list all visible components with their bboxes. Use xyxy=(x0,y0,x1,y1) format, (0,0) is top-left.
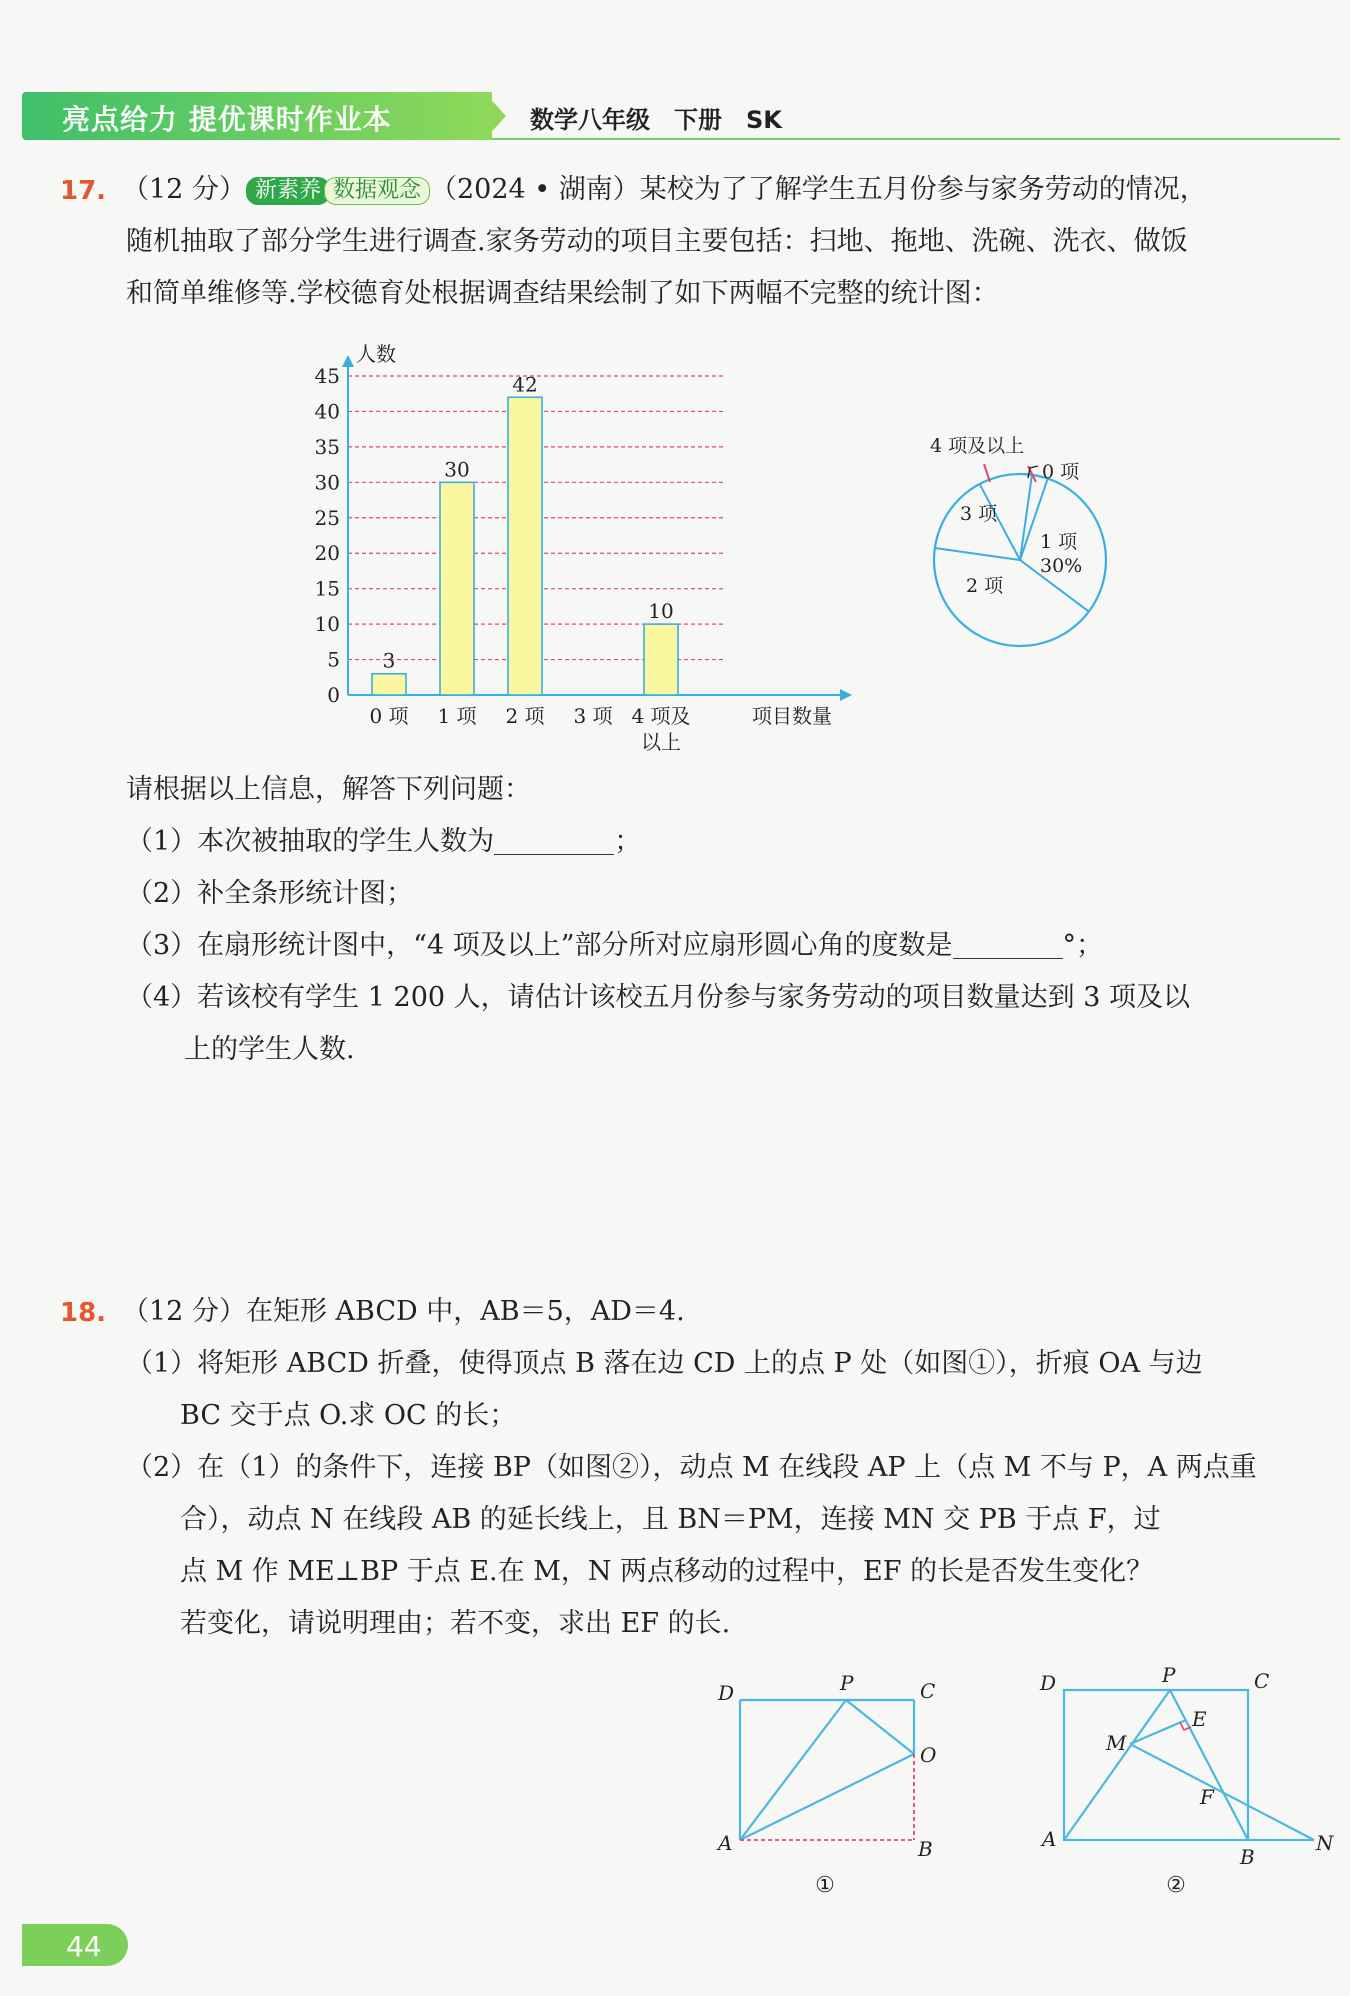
y-axis-arrow xyxy=(342,355,354,367)
fig2-line-me xyxy=(1130,1720,1186,1744)
bar-data-label: 30 xyxy=(444,457,470,482)
x-axis-arrow xyxy=(840,689,852,701)
q17-sub4b: 上的学生人数. xyxy=(184,1034,355,1065)
x-tick-label: 0 项 xyxy=(369,704,409,728)
q18-p1a: （1）将矩形 ABCD 折叠，使得顶点 B 落在边 CD 上的点 P 处（如图①），折痕 OA 与边 xyxy=(126,1348,1203,1379)
q17-sub2: （2）补全条形统计图； xyxy=(126,878,414,909)
bar xyxy=(440,482,474,695)
q17-sub3-end: °； xyxy=(1062,930,1104,961)
fig2-label-n: N xyxy=(1316,1831,1334,1855)
fig2-label-f: F xyxy=(1200,1785,1214,1809)
q18-p1b: BC 交于点 O.求 OC 的长； xyxy=(180,1400,517,1431)
answer-blank-1[interactable] xyxy=(494,830,614,855)
book-subtitle: 数学八年级 下册 SK xyxy=(530,106,782,134)
page-number: 44 xyxy=(66,1930,102,1963)
page-header xyxy=(22,92,1340,140)
pie-label-0: 0 项 xyxy=(1042,461,1080,483)
q18-p2b: 合），动点 N 在线段 AB 的延长线上，且 BN＝PM，连接 MN 交 PB 于点 F，过 xyxy=(180,1504,1161,1535)
bar-data-label: 10 xyxy=(648,599,674,624)
leader-mark-4 xyxy=(984,464,990,482)
q18-p2d: 若变化，请说明理由；若不变，求出 EF 的长. xyxy=(180,1608,731,1639)
q17-line3: 和简单维修等.学校德育处根据调查结果绘制了如下两幅不完整的统计图： xyxy=(126,278,999,309)
pie-chart xyxy=(900,420,1130,660)
pie-slice-boundary xyxy=(935,548,1020,560)
x-axis-title: 项目数量 xyxy=(752,704,832,728)
q17-text1: （2024 • 湖南）某校为了了解学生五月份参与家务劳动的情况， xyxy=(429,174,1207,205)
fig2-caption: ② xyxy=(1166,1873,1186,1898)
fig2-line-pb xyxy=(1170,1690,1248,1840)
q18-line1: （12 分）在矩形 ABCD 中，AB＝5，AD＝4. xyxy=(122,1296,685,1327)
bar-chart xyxy=(300,320,860,770)
y-tick-label: 5 xyxy=(327,647,340,672)
y-tick-label: 30 xyxy=(314,470,340,495)
page-number-tab xyxy=(22,1924,128,1966)
y-tick-label: 40 xyxy=(314,399,340,424)
series-title: 亮点给力 提优课时作业本 xyxy=(62,103,392,136)
x-tick-label: 2 项 xyxy=(505,704,545,728)
q17-line1 xyxy=(122,176,1207,205)
pie-label-1: 1 项 xyxy=(1040,531,1078,553)
fig1-label-c: C xyxy=(920,1679,936,1703)
y-tick-label: 15 xyxy=(314,576,340,601)
fig1-label-d: D xyxy=(718,1681,735,1705)
fig2-label-e: E xyxy=(1192,1707,1207,1731)
q18-p2a: （2）在（1）的条件下，连接 BP（如图②），动点 M 在线段 AP 上（点 M 不与 P，A 两点重 xyxy=(126,1452,1257,1483)
fig2-line-ap xyxy=(1064,1690,1170,1840)
question-18-number: 18. xyxy=(60,1298,107,1328)
x-tick-label: 4 项及 xyxy=(631,704,691,728)
fig1-line-ao xyxy=(740,1754,914,1840)
data-concept-badge: 数据观念 xyxy=(324,177,430,205)
answer-blank-3[interactable] xyxy=(953,934,1063,959)
y-tick-label: 0 xyxy=(327,683,340,707)
header-rule xyxy=(492,138,1340,140)
q17-intro: 请根据以上信息，解答下列问题： xyxy=(126,774,531,805)
bar-data-label: 42 xyxy=(512,372,538,397)
x-tick-label: 以上 xyxy=(641,730,681,754)
q17-sub3 xyxy=(126,932,1103,959)
pie-label-3: 3 项 xyxy=(960,503,998,525)
figure-2 xyxy=(1030,1660,1350,1900)
fig2-label-a: A xyxy=(1042,1827,1057,1851)
figure-1 xyxy=(700,1660,960,1900)
fig2-label-m: M xyxy=(1106,1731,1127,1755)
fig1-label-b: B xyxy=(918,1837,933,1861)
fig1-label-o: O xyxy=(920,1743,937,1767)
q17-sub3-text: （3）在扇形统计图中，“4 项及以上”部分所对应扇形圆心角的度数是 xyxy=(126,930,953,961)
y-tick-label: 20 xyxy=(314,541,340,566)
bar xyxy=(644,624,678,695)
y-axis-title: 人数 xyxy=(356,342,396,366)
question-17-number: 17. xyxy=(60,176,107,206)
new-literacy-badge: 新素养 xyxy=(246,177,330,205)
pie-label-2: 2 项 xyxy=(966,575,1004,597)
bar xyxy=(372,674,406,695)
q17-line2: 随机抽取了部分学生进行调查.家务劳动的项目主要包括：扫地、拖地、洗碗、洗衣、做饭 xyxy=(126,226,1188,257)
q18-p2c: 点 M 作 ME⊥BP 于点 E.在 M，N 两点移动的过程中，EF 的长是否发生变化？ xyxy=(180,1556,1154,1587)
y-tick-label: 25 xyxy=(314,505,340,530)
q17-sub1 xyxy=(126,828,641,855)
fig1-label-a: A xyxy=(718,1831,733,1855)
fig1-line-ap xyxy=(740,1700,846,1840)
q17-score: （12 分） xyxy=(122,174,246,205)
fig2-rectangle xyxy=(1064,1690,1248,1840)
fig2-label-d: D xyxy=(1040,1671,1057,1695)
x-tick-label: 3 项 xyxy=(573,704,613,728)
y-tick-label: 10 xyxy=(314,612,340,637)
header-arrow xyxy=(484,92,506,140)
bar-data-label: 3 xyxy=(382,648,396,673)
q17-sub1-text: （1）本次被抽取的学生人数为 xyxy=(126,826,495,857)
pie-slice-boundary xyxy=(1020,475,1032,560)
y-tick-label: 45 xyxy=(314,364,340,388)
fig2-line-mn xyxy=(1130,1744,1314,1840)
pie-label-4plus: 4 项及以上 xyxy=(930,435,1025,457)
fig1-line-po xyxy=(846,1700,914,1754)
bar xyxy=(508,397,542,695)
fig2-label-c: C xyxy=(1254,1669,1270,1693)
pie-label-1-pct: 30% xyxy=(1040,555,1083,577)
q17-sub1-end: ； xyxy=(614,826,642,857)
q17-sub4a: （4）若该校有学生 1 200 人，请估计该校五月份参与家务劳动的项目数量达到 3 项及以 xyxy=(126,982,1190,1013)
fig2-label-b: B xyxy=(1240,1845,1255,1869)
fig1-label-p: P xyxy=(840,1671,854,1695)
fig2-label-p: P xyxy=(1162,1663,1176,1687)
x-tick-label: 1 项 xyxy=(437,704,477,728)
fig1-caption: ① xyxy=(815,1873,835,1898)
y-tick-label: 35 xyxy=(314,434,340,459)
